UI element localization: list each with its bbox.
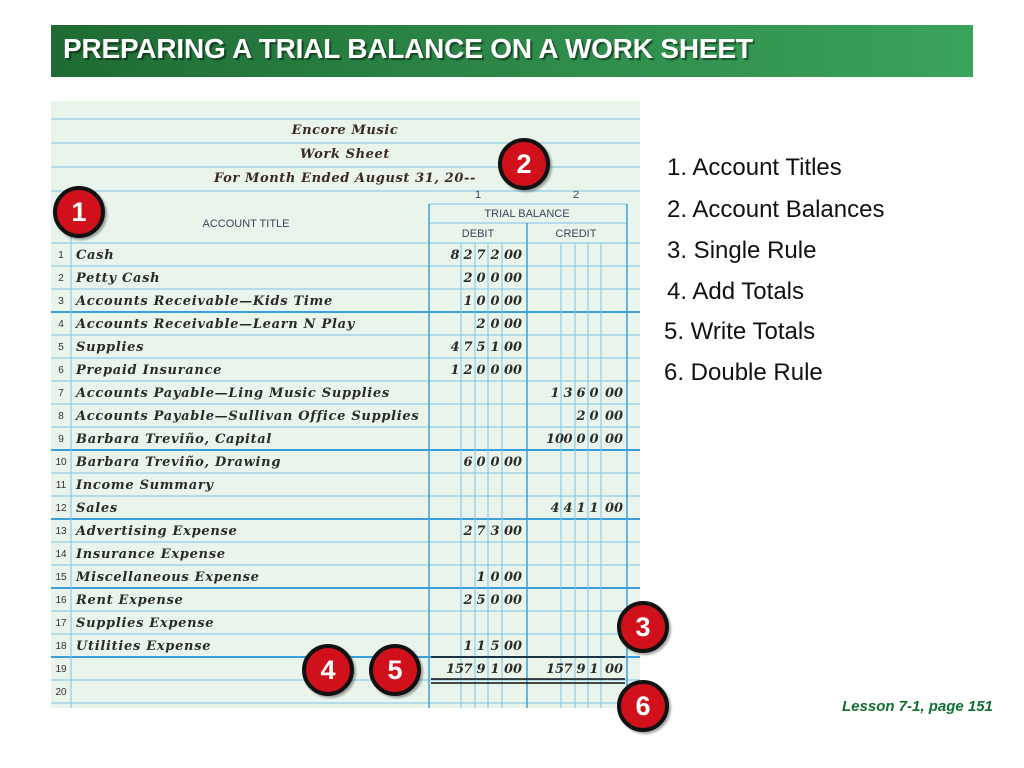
row-number: 15 bbox=[55, 572, 67, 583]
row-number: 7 bbox=[58, 388, 64, 399]
row-number: 13 bbox=[55, 526, 67, 537]
debit-digit-4: 00 bbox=[503, 593, 523, 608]
credit-digit-3: 6 bbox=[576, 386, 586, 401]
credit-digit-2: 0 bbox=[563, 432, 573, 447]
debit-digit-4: 00 bbox=[503, 294, 523, 309]
debit-digit-1: 1 bbox=[476, 570, 486, 585]
debit-digit-2: 0 bbox=[476, 294, 486, 309]
debit-digit-4: 00 bbox=[503, 639, 523, 654]
credit-digit-4: 0 bbox=[589, 386, 599, 401]
row-number: 8 bbox=[58, 411, 64, 422]
period-text: For Month Ended August 31, 20-- bbox=[214, 171, 476, 186]
credit-digit-3: 0 bbox=[576, 432, 586, 447]
work-sheet-grid bbox=[51, 101, 640, 708]
row-number: 18 bbox=[55, 641, 67, 652]
row-number: 19 bbox=[55, 664, 67, 675]
account-title: Advertising Expense bbox=[76, 524, 238, 539]
credit-digit-1: 2 bbox=[576, 409, 586, 424]
debit-digit-4: 1 bbox=[490, 340, 500, 355]
debit-digit-3: 0 bbox=[490, 271, 500, 286]
debit-digit-3: 5 bbox=[476, 340, 486, 355]
step-3-single-rule: 3. Single Rule bbox=[667, 237, 817, 264]
credit-digit-5: 00 bbox=[604, 501, 624, 516]
account-title: Utilities Expense bbox=[76, 639, 212, 654]
debit-digit-5: 00 bbox=[503, 662, 523, 677]
account-title: Accounts Payable—Sullivan Office Supplies bbox=[76, 409, 420, 424]
credit-digit-2: 7 bbox=[563, 662, 573, 677]
credit-digit-5: 00 bbox=[604, 432, 624, 447]
step-4-add-totals: 4. Add Totals bbox=[667, 278, 804, 305]
account-title: Accounts Receivable—Learn N Play bbox=[76, 317, 355, 332]
credit-digit-1: 1 bbox=[550, 386, 560, 401]
debit-digit-3: 00 bbox=[503, 317, 523, 332]
debit-digit-3: 0 bbox=[476, 363, 486, 378]
credit-header: CREDIT bbox=[555, 228, 597, 240]
debit-digit-1: 1 bbox=[450, 363, 460, 378]
account-title: Supplies Expense bbox=[76, 616, 215, 631]
account-title-header: ACCOUNT TITLE bbox=[202, 218, 290, 230]
badge-4: 4 bbox=[302, 644, 354, 696]
debit-digit-3: 0 bbox=[490, 593, 500, 608]
debit-digit-3: 0 bbox=[490, 455, 500, 470]
credit-digit-2: 3 bbox=[563, 386, 573, 401]
debit-digit-1: 2 bbox=[463, 524, 473, 539]
badge-2: 2 bbox=[498, 138, 550, 190]
debit-digit-3: 5 bbox=[490, 639, 500, 654]
badge-5: 5 bbox=[369, 644, 421, 696]
credit-digit-3: 00 bbox=[604, 409, 624, 424]
step-5-write-totals: 5. Write Totals bbox=[664, 318, 816, 345]
debit-header: DEBIT bbox=[461, 228, 495, 240]
debit-digit-5: 00 bbox=[503, 340, 523, 355]
debit-digit-1: 2 bbox=[463, 593, 473, 608]
column-number-1: 1 bbox=[474, 189, 482, 201]
document-name: Work Sheet bbox=[300, 147, 390, 162]
debit-digit-2: 7 bbox=[476, 524, 486, 539]
credit-digit-5: 00 bbox=[604, 386, 624, 401]
debit-digit-1: 15 bbox=[445, 662, 465, 677]
row-number: 16 bbox=[55, 595, 67, 606]
lesson-reference: Lesson 7-1, page 151 bbox=[842, 698, 993, 715]
account-title: Prepaid Insurance bbox=[76, 363, 223, 378]
row-number: 4 bbox=[58, 319, 64, 330]
badge-3: 3 bbox=[617, 601, 669, 653]
column-number-2: 2 bbox=[572, 189, 580, 201]
debit-digit-3: 0 bbox=[490, 294, 500, 309]
credit-digit-1: 15 bbox=[545, 662, 565, 677]
debit-digit-5: 00 bbox=[503, 248, 523, 263]
row-number: 9 bbox=[58, 434, 64, 445]
badge-1: 1 bbox=[53, 186, 105, 238]
row-number: 10 bbox=[55, 457, 67, 468]
account-title: Petty Cash bbox=[76, 271, 161, 286]
account-title: Rent Expense bbox=[76, 593, 184, 608]
debit-digit-3: 3 bbox=[490, 524, 500, 539]
row-number: 12 bbox=[55, 503, 67, 514]
step-6-double-rule: 6. Double Rule bbox=[664, 359, 823, 386]
debit-digit-1: 1 bbox=[463, 294, 473, 309]
company-name: Encore Music bbox=[291, 123, 399, 138]
row-number: 2 bbox=[58, 273, 64, 284]
debit-digit-2: 0 bbox=[476, 455, 486, 470]
credit-digit-4: 1 bbox=[589, 662, 599, 677]
credit-digit-4: 0 bbox=[589, 432, 599, 447]
row-number: 11 bbox=[55, 480, 67, 491]
slide-title: PREPARING A TRIAL BALANCE ON A WORK SHEET bbox=[63, 33, 753, 64]
row-number: 3 bbox=[58, 296, 64, 307]
debit-digit-2: 7 bbox=[463, 662, 473, 677]
account-title: Barbara Treviño, Drawing bbox=[76, 455, 282, 470]
debit-digit-1: 2 bbox=[476, 317, 486, 332]
debit-digit-2: 0 bbox=[490, 570, 500, 585]
debit-digit-2: 0 bbox=[476, 271, 486, 286]
row-number: 14 bbox=[55, 549, 67, 560]
trial-balance-header: TRIAL BALANCE bbox=[484, 208, 570, 220]
debit-digit-3: 9 bbox=[476, 662, 486, 677]
credit-digit-3: 1 bbox=[576, 501, 586, 516]
step-2-account-balances: 2. Account Balances bbox=[667, 196, 885, 223]
account-title: Cash bbox=[76, 248, 115, 263]
title-banner bbox=[51, 25, 973, 77]
debit-digit-1: 4 bbox=[450, 340, 460, 355]
debit-digit-4: 00 bbox=[503, 455, 523, 470]
credit-digit-3: 9 bbox=[576, 662, 586, 677]
account-title: Insurance Expense bbox=[76, 547, 226, 562]
row-number: 5 bbox=[58, 342, 64, 353]
debit-digit-1: 8 bbox=[450, 248, 460, 263]
credit-digit-4: 1 bbox=[589, 501, 599, 516]
work-sheet bbox=[51, 101, 640, 708]
debit-digit-4: 1 bbox=[490, 662, 500, 677]
badge-6: 6 bbox=[617, 680, 669, 732]
credit-digit-2: 4 bbox=[563, 501, 573, 516]
debit-digit-2: 5 bbox=[476, 593, 486, 608]
debit-digit-4: 00 bbox=[503, 524, 523, 539]
credit-digit-2: 0 bbox=[589, 409, 599, 424]
debit-digit-4: 00 bbox=[503, 271, 523, 286]
debit-digit-4: 0 bbox=[490, 363, 500, 378]
account-title: Barbara Treviño, Capital bbox=[76, 432, 273, 447]
debit-digit-4: 2 bbox=[490, 248, 500, 263]
credit-digit-1: 4 bbox=[550, 501, 560, 516]
row-number: 20 bbox=[55, 687, 67, 698]
debit-digit-5: 00 bbox=[503, 363, 523, 378]
debit-digit-1: 1 bbox=[463, 639, 473, 654]
debit-digit-1: 6 bbox=[463, 455, 473, 470]
account-title: Supplies bbox=[76, 340, 145, 355]
account-title: Accounts Payable—Ling Music Supplies bbox=[76, 386, 390, 401]
account-title: Miscellaneous Expense bbox=[76, 570, 260, 585]
row-number: 6 bbox=[58, 365, 64, 376]
row-number: 1 bbox=[58, 250, 64, 261]
debit-digit-2: 0 bbox=[490, 317, 500, 332]
debit-digit-2: 2 bbox=[463, 363, 473, 378]
debit-digit-2: 7 bbox=[463, 340, 473, 355]
row-number: 17 bbox=[55, 618, 67, 629]
debit-digit-2: 1 bbox=[476, 639, 486, 654]
credit-digit-5: 00 bbox=[604, 662, 624, 677]
debit-digit-2: 2 bbox=[463, 248, 473, 263]
account-title: Accounts Receivable—Kids Time bbox=[76, 294, 333, 309]
debit-digit-3: 00 bbox=[503, 570, 523, 585]
debit-digit-3: 7 bbox=[476, 248, 486, 263]
account-title: Sales bbox=[76, 501, 118, 516]
account-title: Income Summary bbox=[76, 478, 214, 493]
step-1-account-titles: 1. Account Titles bbox=[667, 154, 842, 181]
debit-digit-1: 2 bbox=[463, 271, 473, 286]
credit-digit-1: 10 bbox=[545, 432, 565, 447]
